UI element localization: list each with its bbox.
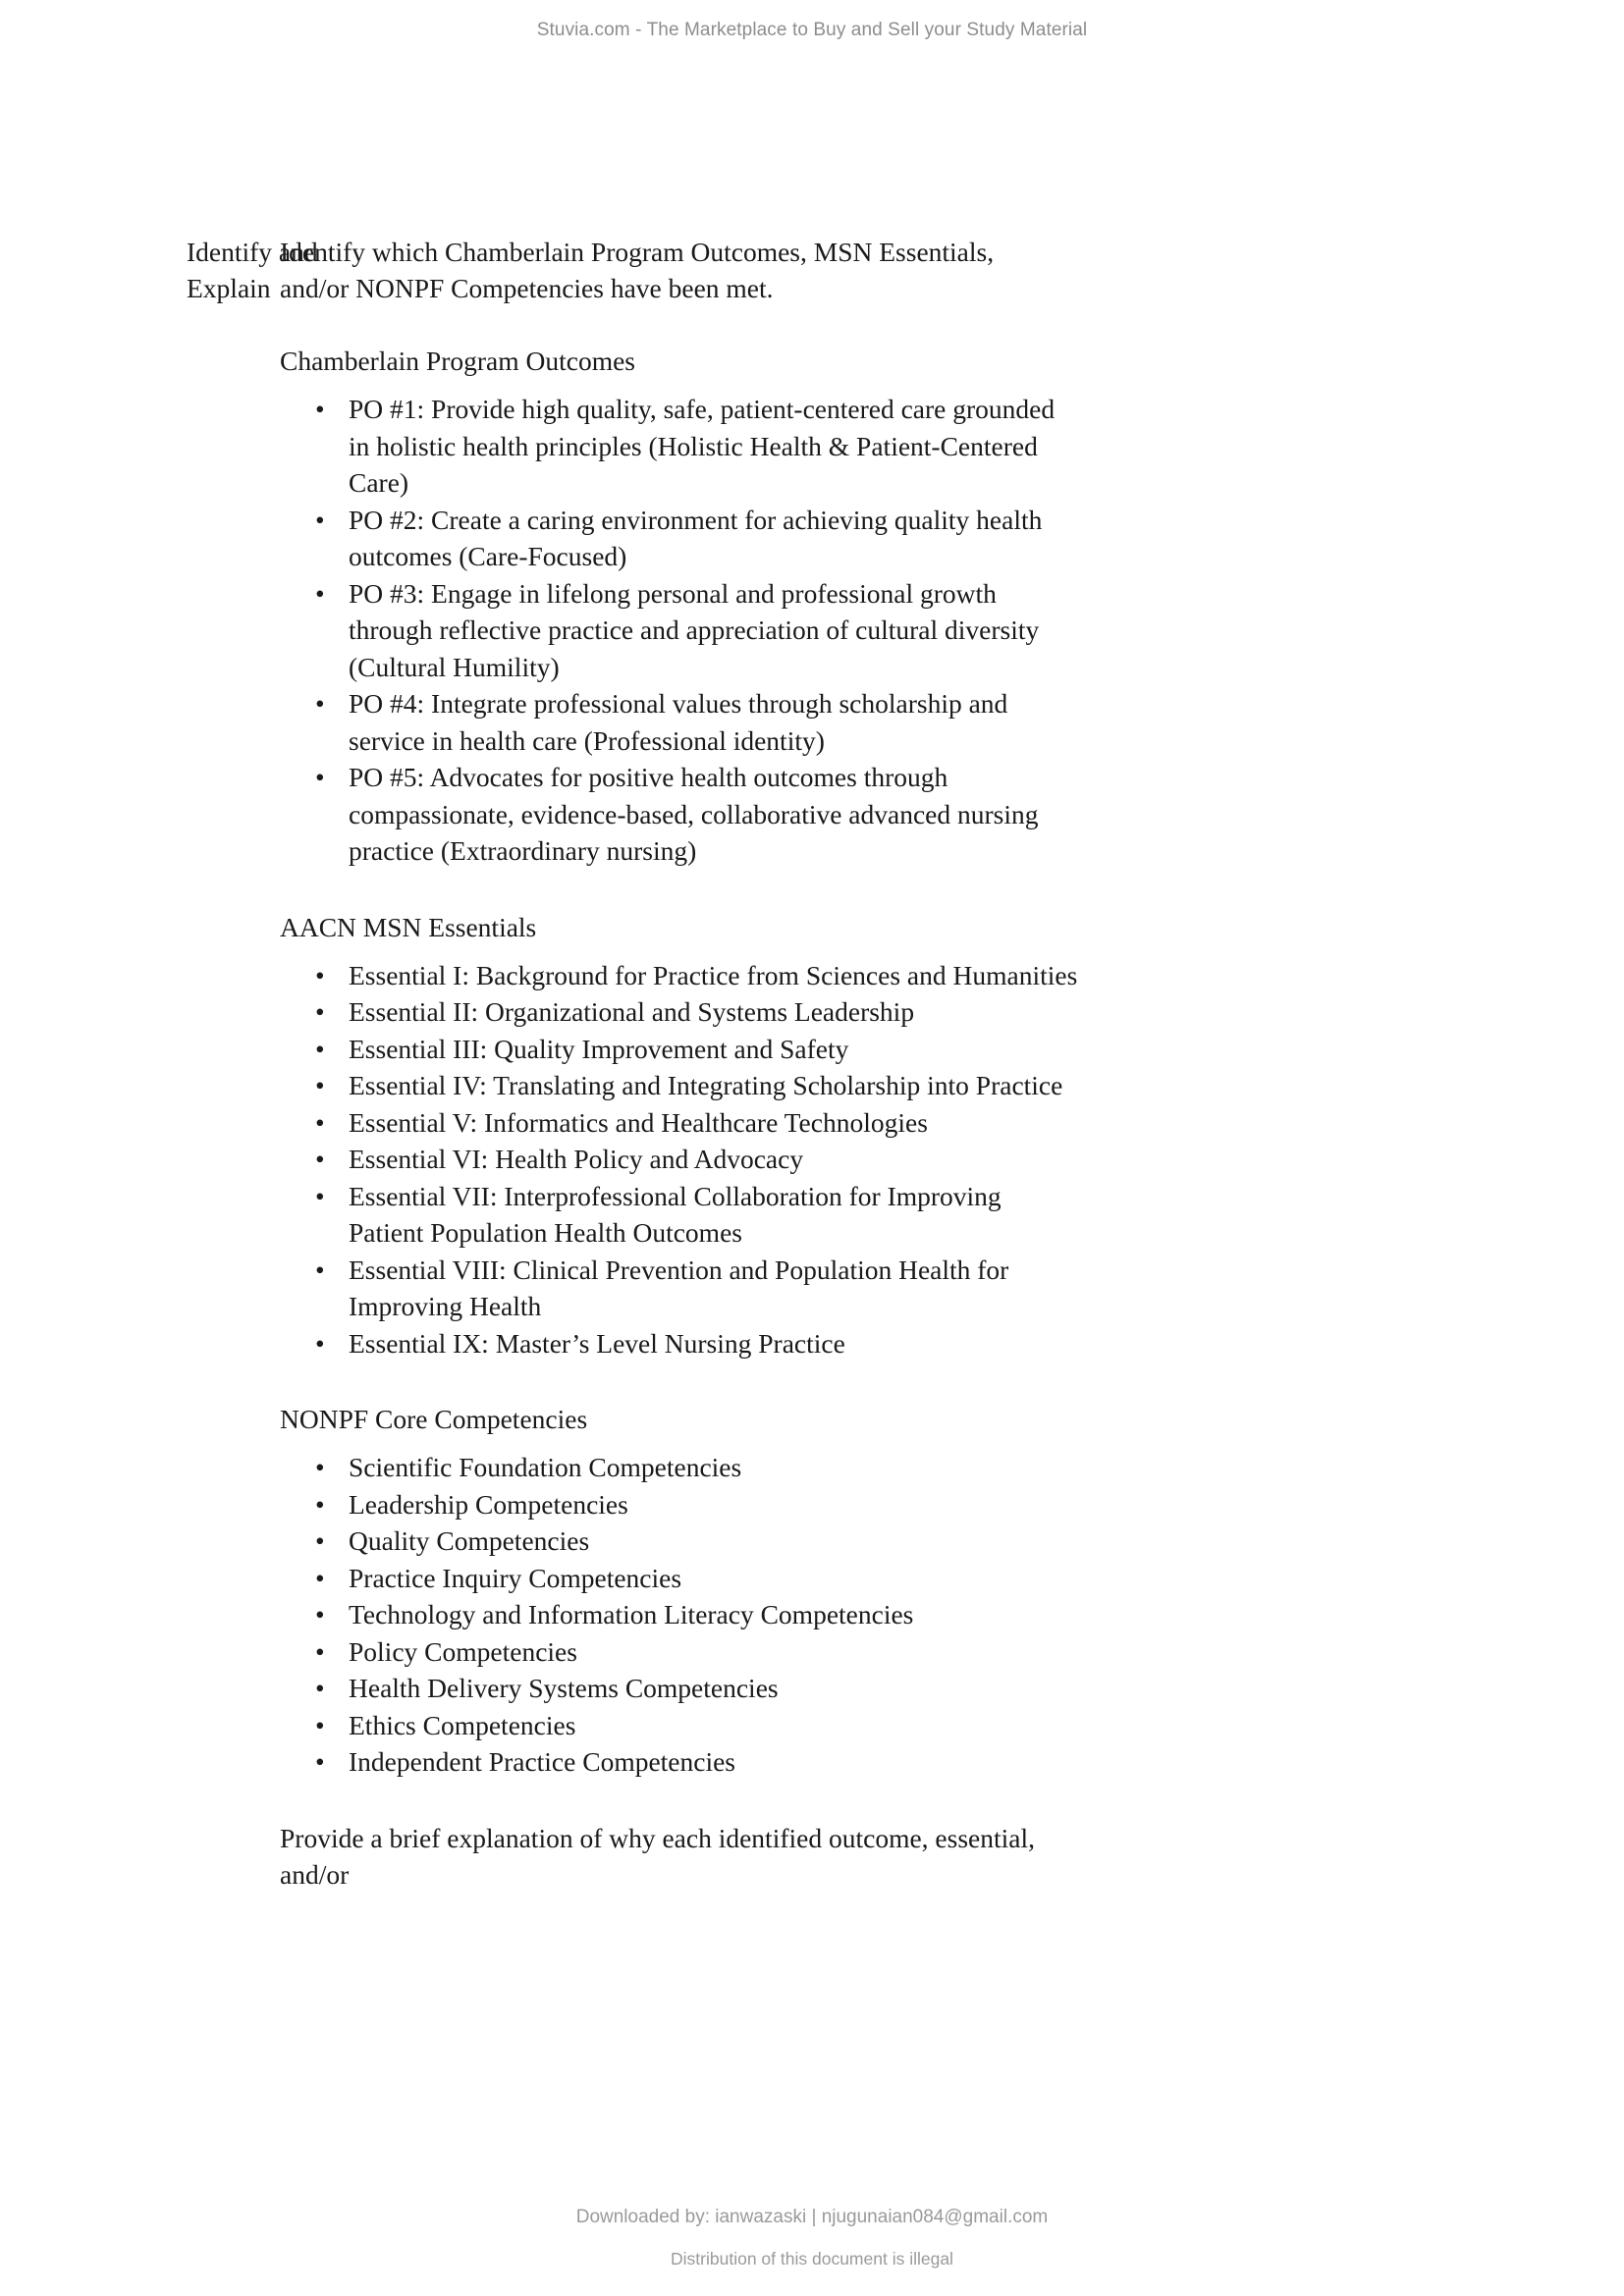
list-item [280,1633,1080,1671]
bullet-icon: • [315,1070,325,1100]
list-item [280,1596,1080,1633]
stuvia-header-watermark: Stuvia.com - The Marketplace to Buy and Sell your Study Material [536,20,1088,40]
bullet-icon: • [315,1254,325,1285]
bullet-icon: • [315,1106,325,1138]
list-item-text: Essential V: Informatics and Healthcare Technologies [349,1106,928,1138]
list-item [280,993,1080,1031]
list-item [280,957,1080,994]
bullet-icon: • [315,504,325,535]
list-item [280,759,1080,870]
list-item [280,1067,1080,1104]
list-item-text: Policy Competencies [349,1635,577,1667]
intro-paragraph: Identify which Chamberlain Program Outcomes, MSN Essentials, and/or NONPF Competencies have been met. [280,237,995,303]
row-content [280,234,1080,1893]
list-item-text: Essential VII: Interprofessional Collaboration for Improving Patient Population Health Outcomes [349,1180,1001,1248]
spacer [280,870,1080,909]
row-label-identify-and-explain [187,234,318,306]
row-label-line-1: Identify and [187,237,318,267]
bullet-icon: • [315,1452,325,1482]
list-item-text: PO #3: Engage in lifelong personal and professional growth through reflective practice and appreciation of cultural diversity (Cultural Humility) [349,577,1040,682]
bullet-icon: • [315,762,325,792]
bullet-icon: • [315,1327,325,1359]
bullet-icon: • [315,996,325,1027]
list-item [280,1449,1080,1486]
bullet-icon: • [315,1635,325,1667]
list-item [280,1178,1080,1252]
bullet-icon: • [315,1673,325,1703]
list-msn-essentials [280,957,1080,1362]
footer-downloaded-by: Downloaded by: ianwazaski | njugunaian084@gmail.com [575,2207,1049,2227]
list-item [280,1670,1080,1707]
list-item-text: Practice Inquiry Competencies [349,1562,682,1593]
bullet-icon: • [315,1709,325,1740]
spacer [280,1781,1080,1820]
list-item-text: PO #5: Advocates for positive health outcomes through compassionate, evidence-based, collaborative advanced nursing practice (Extraordinary nursing) [349,762,1039,866]
bullet-icon: • [315,1180,325,1211]
list-item [280,502,1080,575]
list-item-text: Ethics Competencies [349,1709,576,1740]
list-item [280,1031,1080,1068]
list-item [280,1141,1080,1178]
list-item-text: Essential IX: Master’s Level Nursing Practice [349,1327,845,1359]
list-item-text: PO #4: Integrate professional values through scholarship and service in health care (Professional identity) [349,688,1008,756]
list-item [280,685,1080,759]
list-item-text: Independent Practice Competencies [349,1746,736,1777]
list-item [280,1104,1080,1142]
list-item-text: PO #1: Provide high quality, safe, patient-centered care grounded in holistic health principles (Holistic Health & Patient-Centered Care) [349,394,1056,498]
bullet-icon: • [315,1488,325,1520]
footer-distribution-notice: Distribution of this document is illegal [671,2249,953,2269]
closing-paragraph: Provide a brief explanation of why each identified outcome, essential, and/or [280,1822,1035,1890]
list-item-text: Essential VI: Health Policy and Advocacy [349,1144,804,1174]
bullet-icon: • [315,1033,325,1064]
row-label-line-2: Explain [187,273,271,303]
list-item [280,1560,1080,1597]
list-item-text: Essential VIII: Clinical Prevention and Population Health for Improving Health [349,1254,1009,1321]
bullet-icon: • [315,1525,325,1556]
list-item [280,575,1080,686]
bullet-icon: • [315,959,325,990]
section-heading-msn-essentials: AACN MSN Essentials [280,911,537,942]
document-body [187,234,1463,1893]
list-item-text: Scientific Foundation Competencies [349,1452,742,1482]
spacer [280,306,1080,343]
list-item [280,391,1080,502]
bullet-icon: • [315,577,325,609]
spacer [280,1362,1080,1401]
list-item-text: Health Delivery Systems Competencies [349,1673,779,1703]
bullet-icon: • [315,1599,325,1629]
bullet-icon: • [315,394,325,424]
list-item-text: Essential III: Quality Improvement and Safety [349,1033,849,1064]
bullet-icon: • [315,688,325,719]
bullet-icon: • [315,1144,325,1174]
list-item-text: Essential I: Background for Practice from Sciences and Humanities [349,959,1078,990]
list-item-text: Essential II: Organizational and Systems Leadership [349,996,915,1027]
list-program-outcomes [280,391,1080,870]
list-item [280,1325,1080,1362]
list-item-text: Leadership Competencies [349,1488,628,1520]
list-item [280,1743,1080,1781]
list-item-text: Quality Competencies [349,1525,590,1556]
list-item-text: PO #2: Create a caring environment for achieving quality health outcomes (Care-Focused) [349,504,1043,571]
list-item-text: Essential IV: Translating and Integrating Scholarship into Practice [349,1070,1063,1100]
list-nonpf-competencies [280,1449,1080,1781]
list-item [280,1522,1080,1560]
section-heading-nonpf-competencies: NONPF Core Competencies [280,1404,588,1434]
list-item-text: Technology and Information Literacy Competencies [349,1599,914,1629]
list-item [280,1486,1080,1523]
bullet-icon: • [315,1746,325,1777]
section-heading-program-outcomes: Chamberlain Program Outcomes [280,346,635,376]
bullet-icon: • [315,1562,325,1593]
list-item [280,1252,1080,1325]
list-item [280,1707,1080,1744]
